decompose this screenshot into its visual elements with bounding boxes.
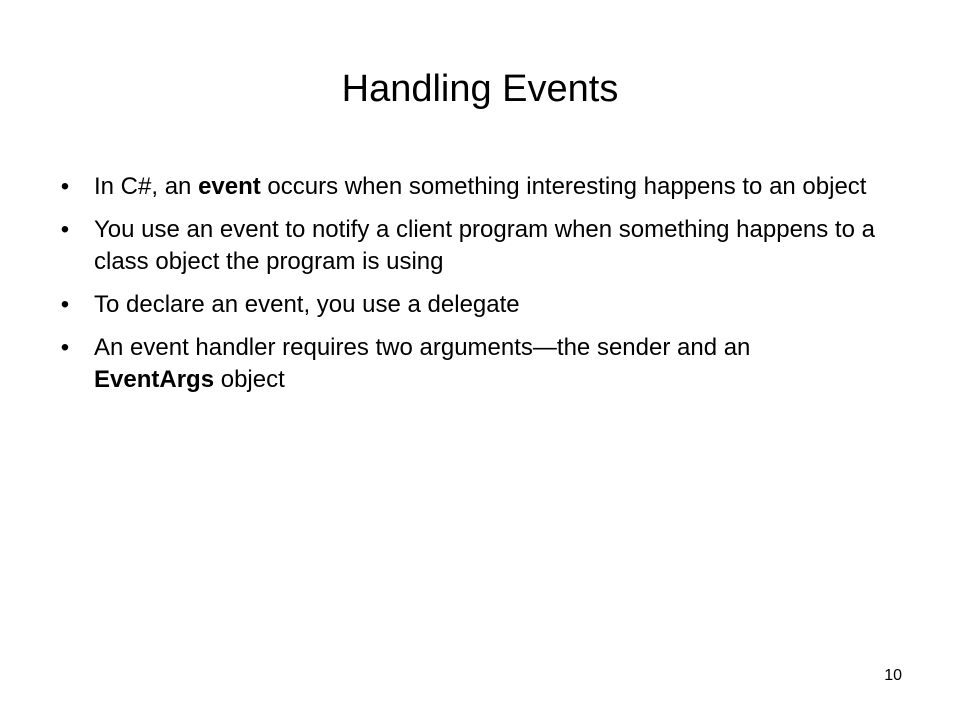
slide-title: Handling Events — [341, 68, 619, 110]
bullet-text — [94, 334, 750, 393]
bullet-keyword-eventargs: EventArgs — [94, 366, 215, 393]
bullet-text-segment: In C#, an — [94, 173, 199, 200]
bullet-text-segment: To declare an event, you use a delegate — [94, 291, 520, 318]
bullet-item — [57, 332, 877, 396]
bullet-keyword-event: event — [198, 173, 261, 200]
bullet-text-segment: occurs when something interesting happens to an object — [260, 173, 867, 200]
bullet-text-segment: You use an event to notify a client program when something happens to a class object the program is using — [94, 216, 875, 275]
bullet-marker: • — [60, 334, 70, 361]
bullet-marker: • — [60, 291, 70, 318]
bullet-item — [57, 289, 877, 321]
bullet-text — [94, 291, 520, 318]
bullet-marker: • — [60, 216, 70, 243]
bullet-item — [57, 171, 877, 203]
bullet-marker: • — [60, 173, 70, 200]
bullet-text-segment: An event handler requires two arguments—the sender and an — [94, 334, 751, 361]
bullet-list — [57, 171, 877, 407]
bullet-text — [94, 173, 866, 200]
bullet-item — [57, 214, 877, 278]
bullet-text — [94, 216, 875, 275]
page-number: 10 — [884, 667, 902, 684]
bullet-text-segment: object — [214, 366, 285, 393]
